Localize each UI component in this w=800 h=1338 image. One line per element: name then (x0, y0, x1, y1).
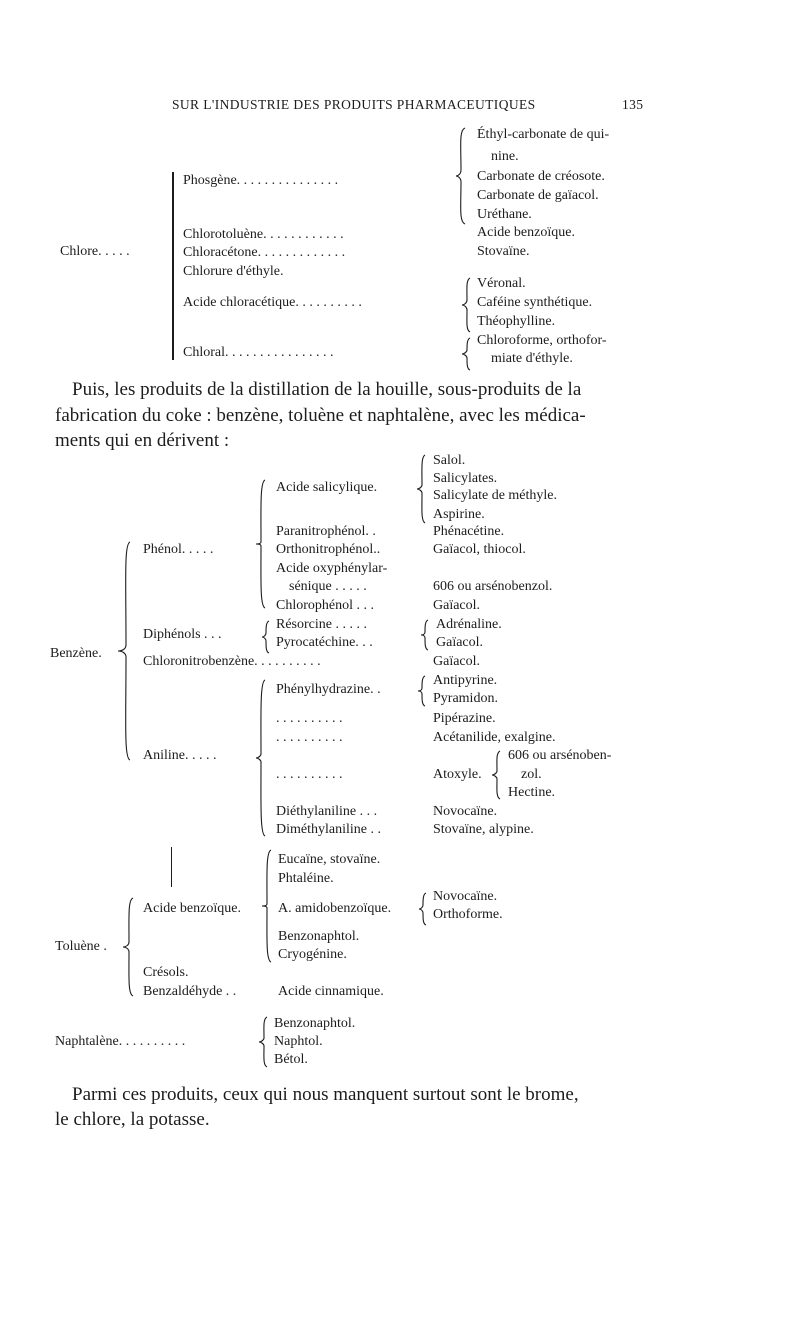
chlore-phosgene-item: Éthyl-carbonate de qui- (477, 127, 610, 142)
naphtalene-item: Bétol. (274, 1052, 308, 1067)
chlore-chloral-item: miate d'éthyle. (491, 351, 573, 366)
benzene-dots: . . . . . . . . . . (276, 711, 343, 726)
chlore-phosgene: Phosgène. . . . . . . . . . . . . . . (183, 173, 339, 188)
benzene-atoxyle: Atoxyle. (433, 767, 482, 782)
chlore-chloracetone: Chloracétone. . . . . . . . . . . . . (183, 245, 346, 260)
benzene-acide-salicylique: Acide salicylique. (276, 480, 378, 495)
brace-toluene (121, 896, 135, 998)
benzene-phenylhydrazine-item: Antipyrine. (433, 673, 498, 688)
chlore-phosgene-item: Carbonate de gaïacol. (477, 188, 599, 203)
benzene-acide-oxyphenylarsenique: sénique . . . . . (289, 579, 367, 594)
benzene-pyrocatechine-product: Gaïacol. (436, 635, 484, 650)
running-head: SUR L'INDUSTRIE DES PRODUITS PHARMACEUTIQUES (172, 97, 536, 112)
toluene-amidobenzoique-item: Orthoforme. (433, 907, 503, 922)
benzene-pyrocatechine: Pyrocatéchine. . . (276, 635, 373, 650)
brace-aniline (255, 678, 267, 838)
benzene-diethylaniline: Diéthylaniline . . . (276, 804, 378, 819)
chlore-chlorure: Chlorure d'éthyle. (183, 264, 284, 279)
benzene-dimethylaniline-product: Stovaïne, alypine. (433, 822, 534, 837)
brace-chloracetique (461, 276, 473, 334)
toluene-benzonaphtol: Benzonaphtol. (278, 929, 360, 944)
benzene-dimethylaniline: Diméthylaniline . . (276, 822, 381, 837)
toluene-amidobenzoique-item: Novocaïne. (433, 889, 498, 904)
benzene-atoxyle-item: zol. (521, 767, 542, 782)
benzene-piperazine: Pipérazine. (433, 711, 496, 726)
toluene-phtaleine: Phtaléine. (278, 871, 334, 886)
chlore-chloral-item: Chloroforme, orthofor- (477, 333, 607, 348)
brace-phosgene (455, 126, 469, 226)
benzene-salicylique-item: Salicylates. (433, 471, 498, 486)
benzene-atoxyle-item: Hectine. (508, 785, 556, 800)
toluene-cresols: Crésols. (143, 965, 189, 980)
benzene-phenol: Phénol. . . . . (143, 542, 214, 557)
toluene-benzaldehyde: Benzaldéhyde . . (143, 984, 237, 999)
brace-phenylhydrazine (417, 674, 427, 708)
chlore-acide-chloracetique: Acide chloracétique. . . . . . . . . . (183, 295, 362, 310)
naphtalene-item: Benzonaphtol. (274, 1016, 356, 1031)
benzene-resorcine: Résorcine . . . . . (276, 617, 367, 632)
benzene-dots: . . . . . . . . . . (276, 767, 343, 782)
brace-chloral (461, 336, 473, 372)
chlore-phosgene-item: nine. (491, 149, 519, 164)
benzene-orthonitrophenol: Orthonitrophénol.. (276, 542, 381, 557)
brace-amidobenzoique (418, 891, 428, 927)
benzene-acide-oxyphenylarsenique: Acide oxyphénylar- (276, 561, 388, 576)
paragraph-line: ments qui en dérivent : (55, 430, 230, 451)
brace-benzene (116, 540, 132, 762)
paragraph-line: le chlore, la potasse. (55, 1109, 210, 1130)
benzene-phenylhydrazine-item: Pyramidon. (433, 691, 498, 706)
toluene-vertical-rule (171, 847, 172, 887)
toluene-acide-benzoique: Acide benzoïque. (143, 901, 241, 916)
benzene-acetanilide: Acétanilide, exalgine. (433, 730, 556, 745)
benzene-chlorophenol-product: Gaïacol. (433, 598, 481, 613)
chlore-chloracetique-item: Théophylline. (477, 314, 556, 329)
naphtalene-root: Naphtalène. . . . . . . . . . (55, 1034, 186, 1049)
benzene-chlorophenol: Chlorophénol . . . (276, 598, 374, 613)
brace-salicylique (416, 453, 428, 525)
benzene-paranitrophenol: Paranitrophénol. . (276, 524, 376, 539)
brace-diphenols (261, 619, 271, 655)
paragraph-line: Parmi ces produits, ceux qui nous manquent surtout sont le brome, (72, 1084, 579, 1105)
brace-resorcine (420, 618, 430, 652)
toluene-root: Toluène . (55, 939, 107, 954)
paragraph-line: fabrication du coke : benzène, toluène et naphtalène, avec les médica- (55, 405, 586, 426)
brace-phenol (255, 478, 267, 610)
benzene-resorcine-product: Adrénaline. (436, 617, 502, 632)
toluene-acide-cinnamique: Acide cinnamique. (278, 984, 384, 999)
benzene-orthonitrophenol-product: Gaïacol, thiocol. (433, 542, 526, 557)
chlore-chlorotoluene: Chlorotoluène. . . . . . . . . . . . (183, 227, 344, 242)
chlore-phosgene-item: Uréthane. (477, 207, 532, 222)
brace-acide-benzoique (261, 848, 273, 964)
chlore-chloral: Chloral. . . . . . . . . . . . . . . . (183, 345, 334, 360)
benzene-acide-oxy-product: 606 ou arsénobenzol. (433, 579, 553, 594)
benzene-aniline: Aniline. . . . . (143, 748, 217, 763)
benzene-diethylaniline-product: Novocaïne. (433, 804, 498, 819)
chlore-left-bar (172, 172, 174, 360)
chlore-root: Chlore. . . . . (60, 244, 130, 259)
benzene-salicylique-item: Aspirine. (433, 507, 485, 522)
chlore-phosgene-item: Carbonate de créosote. (477, 169, 605, 184)
naphtalene-item: Naphtol. (274, 1034, 323, 1049)
chlore-chloracetique-item: Véronal. (477, 276, 526, 291)
benzene-salicylique-item: Salol. (433, 453, 466, 468)
brace-atoxyle (491, 749, 503, 801)
paragraph-line: Puis, les produits de la distillation de la houille, sous-produits de la (72, 379, 582, 400)
benzene-atoxyle-item: 606 ou arsénoben- (508, 748, 612, 763)
toluene-eucaine: Eucaïne, stovaïne. (278, 852, 381, 867)
benzene-chloronitrobenzene: Chloronitrobenzène. . . . . . . . . . (143, 654, 321, 669)
benzene-salicylique-item: Salicylate de méthyle. (433, 488, 558, 503)
chlore-chlorotoluene-product: Acide benzoïque. (477, 225, 575, 240)
benzene-phenylhydrazine: Phénylhydrazine. . (276, 682, 381, 697)
toluene-amidobenzoique: A. amidobenzoïque. (278, 901, 392, 916)
benzene-dots: . . . . . . . . . . (276, 730, 343, 745)
benzene-paranitrophenol-product: Phénacétine. (433, 524, 505, 539)
benzene-diphenols: Diphénols . . . (143, 627, 222, 642)
toluene-cryogenine: Cryogénine. (278, 947, 347, 962)
benzene-chloronitrobenzene-product: Gaïacol. (433, 654, 481, 669)
chlore-chloracetique-item: Caféine synthétique. (477, 295, 593, 310)
chlore-chloracetone-product: Stovaïne. (477, 244, 530, 259)
benzene-root: Benzène. (50, 646, 102, 661)
page-number: 135 (622, 97, 644, 112)
brace-naphtalene (258, 1015, 270, 1069)
